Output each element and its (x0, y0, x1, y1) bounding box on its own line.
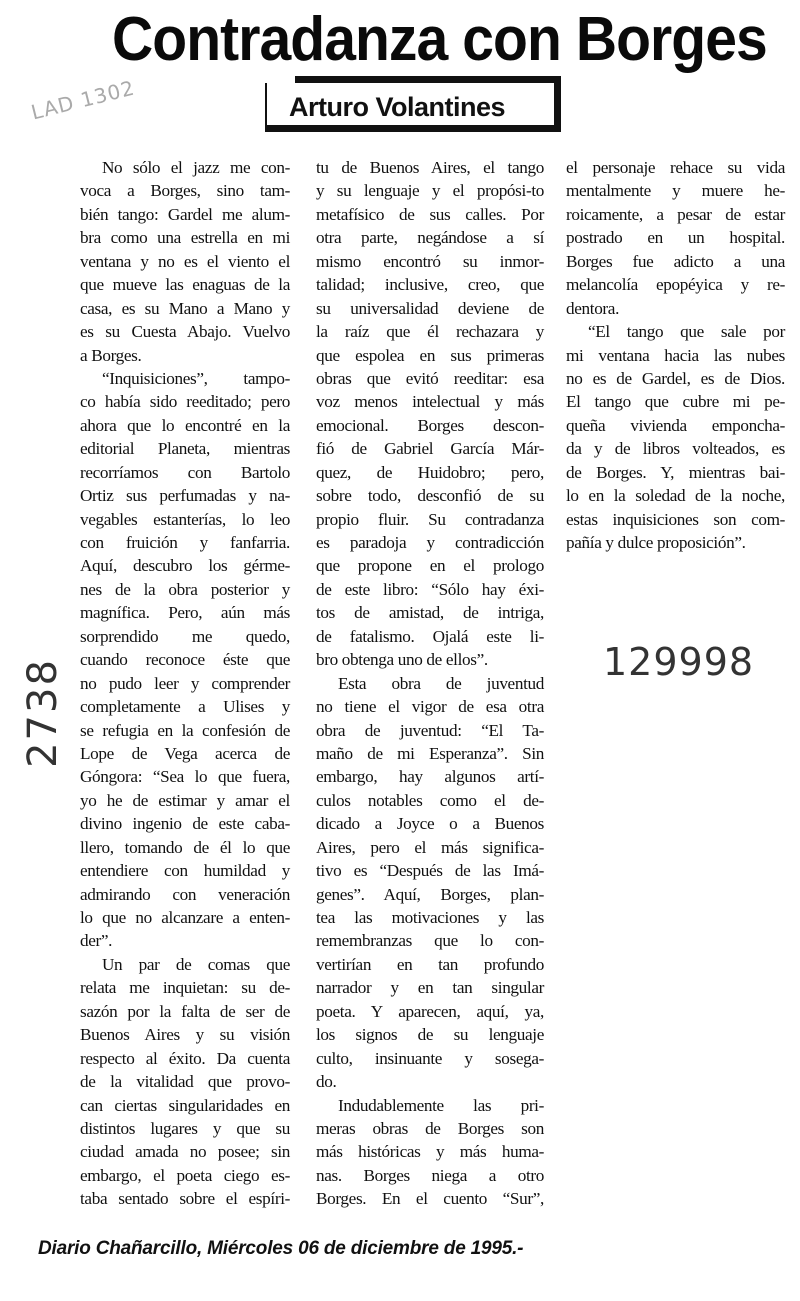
text-line: se refugia en la confesión de (80, 720, 290, 740)
paragraph (566, 156, 785, 320)
paragraph (316, 672, 544, 1094)
text-line: genes”. Aquí, Borges, plan- (316, 884, 544, 904)
article-column-2 (316, 156, 544, 1211)
text-line: culos notables como el de- (316, 790, 544, 810)
text-line: El tango que cubre mi pe- (566, 392, 785, 412)
paragraph (80, 156, 290, 367)
text-line: obras que evitó reeditar: esa (316, 368, 544, 388)
text-line: no pudo leer y comprender (80, 673, 290, 693)
text-line: completamente a Ulises y (80, 697, 290, 717)
text-line: de este libro: “Sólo hay éxi- (316, 579, 544, 599)
text-line: mi ventana hacia las nubes (566, 345, 785, 365)
text-line: “Inquisiciones”, tampo- (102, 368, 290, 388)
text-line: vertirían en tan profundo (316, 954, 544, 974)
text-line: Borges. En el cuento “Sur”, (316, 1189, 544, 1209)
text-line: y su lenguaje y el propósi-to (316, 181, 544, 201)
text-line: cuando reconoce éste que (80, 650, 290, 670)
text-line: queña vivienda emponcha- (566, 415, 785, 435)
text-line: sazón por la falta de ser de (80, 1001, 290, 1021)
text-line: con fruición y fanfarria. (80, 533, 290, 552)
text-line: maño de mi Esperanza”. Sin (316, 743, 544, 763)
article-column-3 (566, 156, 785, 554)
text-line: la raíz que él rechazara y (316, 322, 544, 342)
text-line: bra como una estrella en mi (80, 228, 290, 248)
text-line: voz menos intelectual y más (316, 392, 544, 412)
text-line: sorprendido me quedo, (80, 626, 290, 646)
text-line: entendiere con humildad y (80, 861, 290, 881)
text-line: Ortiz sus perfumadas y na- (80, 486, 290, 506)
text-line: “El tango que sale por (588, 322, 785, 342)
text-line: que mueve las enaguas de la (80, 275, 290, 295)
text-line: vegables estanterías, lo leo (80, 509, 290, 529)
text-line: bién tango: Gardel me alum- (80, 204, 290, 224)
text-line: su universalidad deviene de (316, 298, 544, 318)
text-line: roicamente, a pesar de estar (566, 204, 785, 224)
paragraph (566, 320, 785, 554)
text-line: tu de Buenos Aires, el tango (316, 158, 544, 177)
text-line: respecto al éxito. Da cuenta (80, 1048, 290, 1068)
text-line: talidad; inclusive, creo, que (316, 275, 544, 295)
paragraph (316, 156, 544, 672)
text-line: culto, insinuante y sosega- (316, 1048, 544, 1068)
text-line: melancolía epopéyica y re- (566, 275, 785, 295)
text-line: emocional. Borges descon- (316, 415, 544, 435)
text-line: distintos lugares y que su (80, 1118, 290, 1138)
text-line: voca a Borges, sino tam- (80, 181, 290, 201)
text-line: tivo es “Después de las Imá- (316, 861, 544, 881)
text-line: a Borges. (80, 345, 142, 365)
text-line: taba sentado sobre el espíri- (80, 1189, 290, 1209)
text-line: Aires, pero el más significa- (316, 837, 544, 857)
text-line: tos de amistad, de intriga, (316, 603, 544, 623)
text-line: do. (316, 1072, 337, 1092)
text-line: da y de libros volteados, es (566, 439, 785, 459)
text-line: de la vitalidad que provo- (80, 1072, 290, 1092)
handwritten-archive-code: LAD 1302 (28, 75, 138, 125)
handwritten-margin-number: 2738 (19, 658, 66, 768)
author-box (265, 76, 561, 132)
headline: Contradanza con Borges (112, 5, 767, 74)
text-line: nas. Borges niega a otro (316, 1165, 544, 1185)
text-line: dicado a Joyce o a Buenos (316, 814, 544, 834)
text-line: de fatalismo. Ojalá este li- (316, 626, 544, 646)
text-line: tea las motivaciones y las (316, 908, 544, 927)
text-line: no es de Gardel, es de Dios. (566, 368, 785, 388)
text-line: obra de juventud: “El Ta- (316, 720, 544, 740)
text-line: embargo, hay algunos artí- (316, 767, 544, 787)
text-line: mentalmente y muere he- (566, 181, 785, 201)
text-line: ventana y no es el viento el (80, 251, 290, 271)
text-line: co había sido reeditado; pero (80, 392, 290, 412)
text-line: Indudablemente las pri- (338, 1095, 544, 1115)
text-line: de Borges. Y, mientras bai- (566, 462, 785, 482)
text-line: los signos de su lenguaje (316, 1025, 544, 1045)
text-line: bro obtenga uno de ellos”. (316, 650, 488, 670)
paragraph (316, 1094, 544, 1211)
text-line: no tiene el vigor de esa otra (316, 697, 544, 717)
text-line: ciudad amada no posee; sin (80, 1142, 290, 1162)
text-line: propio fluir. Su contradanza (316, 509, 544, 529)
text-line: ahora que lo encontré en la (80, 415, 290, 435)
text-line: fió de Gabriel García Már- (316, 439, 544, 459)
text-line: Góngora: “Sea lo que fuera, (80, 767, 290, 787)
text-line: lo que no alcanzare a enten- (80, 908, 290, 927)
text-line: magnífica. Pero, aún más (80, 603, 290, 623)
text-line: poeta. Y aparecen, aquí, ya, (316, 1001, 544, 1021)
text-line: nes de la obra posterior y (80, 579, 290, 599)
text-line: Borges fue adicto a una (566, 251, 785, 271)
text-line: metafísico de sus calles. Por (316, 204, 544, 224)
text-line: No sólo el jazz me con- (102, 158, 290, 177)
text-line: otra parte, negándose a sí (316, 228, 544, 248)
text-line: lo en la soledad de la noche, (566, 486, 785, 506)
text-line: que propone en el prologo (316, 556, 544, 576)
article-column-1 (80, 156, 290, 1211)
text-line: sobre todo, desconfió de su (316, 486, 544, 506)
text-line: editorial Planeta, mientras (80, 439, 290, 459)
paragraph (80, 953, 290, 1211)
text-line: Aquí, descubro los gérme- (80, 556, 290, 576)
text-line: relata me inquietan: su de- (80, 978, 290, 998)
text-line: Buenos Aires y su visión (80, 1025, 290, 1045)
text-line: Esta obra de juventud (338, 673, 544, 693)
text-line: can ciertas singularidades en (80, 1095, 290, 1115)
handwritten-record-number: 129998 (603, 640, 755, 684)
text-line: el personaje rehace su vida (566, 158, 785, 177)
text-line: meras obras de Borges son (316, 1118, 544, 1138)
text-line: Lope de Vega acerca de (80, 743, 290, 763)
text-line: más históricas y más huma- (316, 1142, 544, 1162)
text-line: es paradoja y contradicción (316, 533, 544, 552)
text-line: Un par de comas que (102, 954, 290, 974)
text-line: dentora. (566, 298, 620, 318)
paragraph (80, 367, 290, 953)
text-line: estas inquisiciones son com- (566, 509, 785, 529)
source-citation: Diario Chañarcillo, Miércoles 06 de diciembre de 1995.- (38, 1238, 524, 1259)
text-line: mismo encontró su inmor- (316, 251, 544, 271)
text-line: admirando con veneración (80, 884, 290, 904)
text-line: recorríamos con Bartolo (80, 462, 290, 482)
text-line: divino ingenio de este caba- (80, 814, 290, 834)
text-line: embargo, el poeta ciego es- (80, 1165, 290, 1185)
text-line: narrador y en tan singular (316, 978, 544, 998)
text-line: remembranzas que lo con- (316, 931, 544, 951)
text-line: yo he de estimar y amar el (80, 790, 290, 810)
text-line: quez, de Huidobro; pero, (316, 462, 544, 482)
text-line: pañía y dulce proposición”. (566, 533, 746, 552)
text-line: der”. (80, 931, 113, 951)
text-line: casa, es su Mano a Mano y (80, 298, 290, 318)
author-name: Arturo Volantines (289, 92, 506, 122)
text-line: es su Cuesta Abajo. Vuelvo (80, 322, 290, 342)
text-line: postrado en un hospital. (566, 228, 785, 248)
text-line: llero, tomando de él lo que (80, 837, 290, 857)
text-line: que espolea en sus primeras (316, 345, 544, 365)
